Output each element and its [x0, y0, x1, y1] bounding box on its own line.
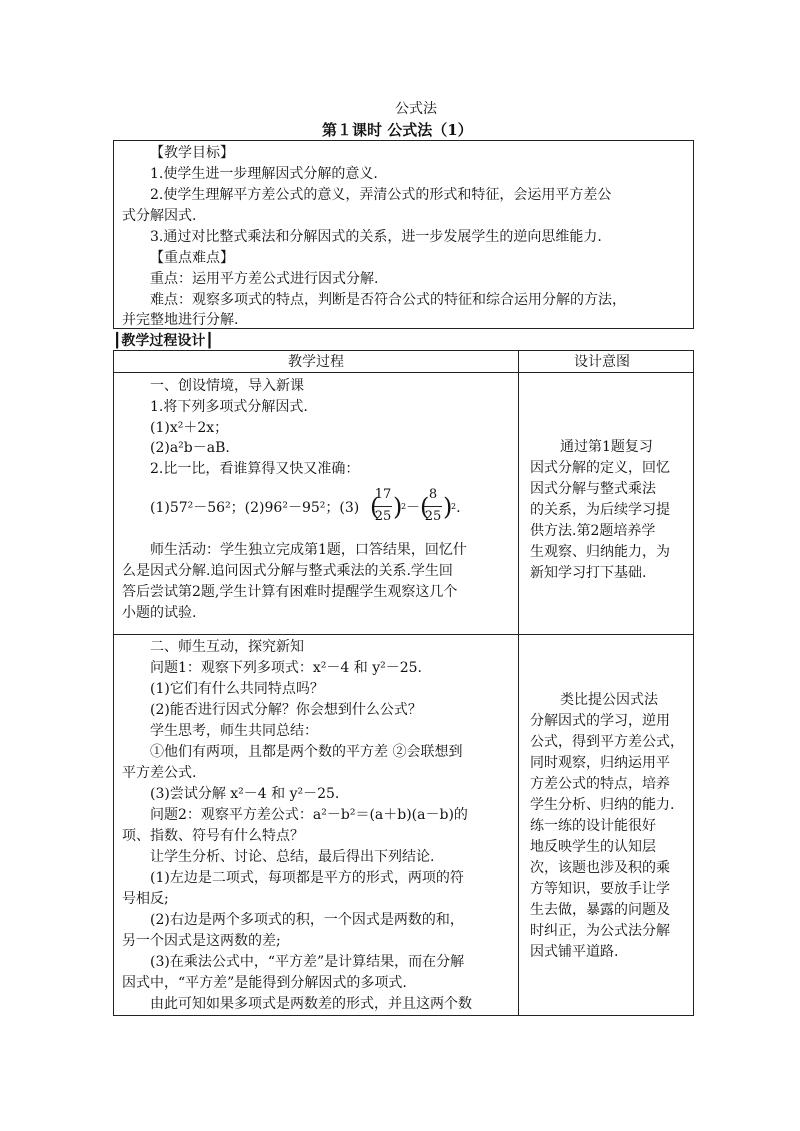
sec1-intent-2: 因式分解的定义，回忆 [530, 460, 670, 476]
sec2-line-3: (1)它们有什么共同特点吗？ [150, 681, 324, 697]
sec2-line-18: 由此可知如果多项式是两数差的形式，并且这两个数 [150, 996, 472, 1012]
difficulty-line-2: 并完整地进行分解. [122, 312, 239, 328]
sec2-line-9: 问题2：观察平方差公式：a²－b²＝(a＋b)(a－b)的 [150, 807, 468, 823]
sec1-intent-7: 新知学习打下基础. [530, 565, 647, 581]
paren-open-1: ( [370, 493, 380, 521]
sec2-intent-13: 因式铺平道路. [530, 944, 619, 960]
sec2-line-8: (3)尝试分解 x²－4 和 y²－25. [150, 786, 340, 802]
key-point: 重点：运用平方差公式进行因式分解. [150, 271, 379, 287]
sec2-intent-10: 方等知识，要放手让学 [530, 881, 670, 897]
sec2-intent-6: 学生分析、归纳的能力. [530, 797, 675, 813]
difficulty-line-1: 难点：观察多项式的特点，判断是否符合公式的特征和综合运用分解的方法， [150, 292, 626, 308]
sec2-intent-2: 分解因式的学习，逆用 [530, 713, 670, 729]
objective-3: 3.通过对比整式乘法和分解因式的关系，进一步发展学生的逆向思维能力. [150, 229, 602, 245]
sec2-line-13: 号相反; [122, 891, 169, 907]
sec2-line-17: 因式中，“平方差”是能得到分解因式的多项式. [122, 975, 407, 991]
key-heading: 【重点难点】 [150, 250, 234, 266]
sec2-intent-1: 类比提公因式法 [560, 692, 658, 708]
sec1-q2-expr: (1)57²－56²；(2)96²－95²；(3) [150, 500, 360, 516]
sec2-intent-9: 次，该题也涉及积的乘 [530, 860, 670, 876]
sec1-activity-3: 答后尝试第2题,学生计算有困难时提醒学生观察这几个 [122, 584, 458, 600]
paren-close-1: ) [393, 493, 403, 521]
sec1-intent-3: 因式分解与整式乘法 [530, 481, 656, 497]
sec1-activity-4: 小题的试验. [122, 605, 197, 621]
sec2-line-11: 让学生分析、讨论、总结，最后得出下列结论. [150, 849, 435, 865]
objective-2-cont: 式分解因式. [122, 208, 197, 224]
lesson-title: 第１课时 公式法（1） [322, 121, 473, 139]
col-process-header: 教学过程 [288, 354, 344, 370]
sec2-line-16: (3)在乘法公式中，“平方差”是计算结果，而在分解 [150, 954, 465, 970]
section-divider [113, 634, 694, 635]
sec2-intent-12: 时纠正，为公式法分解 [530, 923, 670, 939]
sec2-intent-4: 同时观察，归纳运用平 [530, 755, 670, 771]
paren-open-2: ( [420, 493, 430, 521]
sec2-line-4: (2)能否进行因式分解？你会想到什么公式？ [150, 702, 422, 718]
process-label: ┃教学过程设计┃ [113, 333, 214, 349]
doc-header: 公式法 [395, 101, 437, 117]
objectives-heading: 【教学目标】 [150, 145, 234, 161]
sec1-activity-1: 师生活动：学生独立完成第1题，口答结果，回忆什 [150, 542, 467, 558]
column-divider [518, 350, 519, 1016]
sec2-line-5: 学生思考，师生共同总结： [150, 723, 318, 739]
sec2-line-7: 平方差公式. [122, 765, 197, 781]
sec1-q1: 1.将下列多项式分解因式. [150, 399, 308, 415]
sec2-intent-5: 方差公式的特点，培养 [530, 776, 670, 792]
sec1-q1a: (1)x²＋2x； [150, 420, 229, 436]
sec2-intent-8: 地反映学生的认知层 [530, 839, 656, 855]
sec2-intent-3: 公式，得到平方差公式， [530, 734, 684, 750]
sec1-q1b: (2)a²b－aB. [150, 440, 230, 456]
sec1-intent-6: 生观察、归纳能力，为 [530, 544, 670, 560]
sec1-intent-1: 通过第1题复习 [560, 439, 653, 455]
sec1-activity-2: 么是因式分解.追问因式分解与整式乘法的关系.学生回 [122, 563, 453, 579]
sec2-line-12: (1)左边是二项式，每项都是平方的形式，两项的符 [150, 870, 464, 886]
sec1-intent-4: 的关系，为后续学习提 [530, 502, 670, 518]
col-intent-header: 设计意图 [574, 354, 630, 370]
frac1-numerator: 17 [374, 487, 392, 502]
frac2-numerator: 8 [428, 487, 438, 502]
objective-1: 1.使学生进一步理解因式分解的意义. [150, 166, 378, 182]
frac2-denominator: 25 [424, 509, 442, 524]
sq-end: $^2$. [451, 500, 461, 516]
frac1-denominator: 25 [374, 509, 392, 524]
sq-minus: $^2$－ [401, 500, 421, 516]
sec2-line-6: ①他们有两项，且都是两个数的平方差 ②会联想到 [150, 744, 463, 760]
frac1-bar [374, 506, 392, 507]
sec2-intent-7: 练一练的设计能很好 [530, 818, 656, 834]
sec1-title: 一、创设情境，导入新课 [150, 378, 304, 394]
sec2-line-1: 二、师生互动，探究新知 [150, 639, 304, 655]
sec2-line-2: 问题1：观察下列多项式：x²－4 和 y²－25. [150, 660, 423, 676]
sec2-line-14: (2)右边是两个多项式的积，一个因式是两数的和， [150, 912, 464, 928]
objective-2: 2.使学生理解平方差公式的意义，弄清公式的形式和特征，会运用平方差公 [150, 187, 612, 203]
sec2-intent-11: 生去做，暴露的问题及 [530, 902, 670, 918]
paren-close-2: ) [443, 493, 453, 521]
sec2-line-10: 项、指数、符号有什么特点？ [122, 828, 304, 844]
sec1-q2: 2.比一比，看谁算得又快又准确： [150, 461, 360, 477]
sec1-intent-5: 供方法.第2题培养学 [530, 523, 656, 539]
sec2-line-15: 另一个因式是这两数的差; [122, 933, 281, 949]
frac2-bar [424, 506, 442, 507]
